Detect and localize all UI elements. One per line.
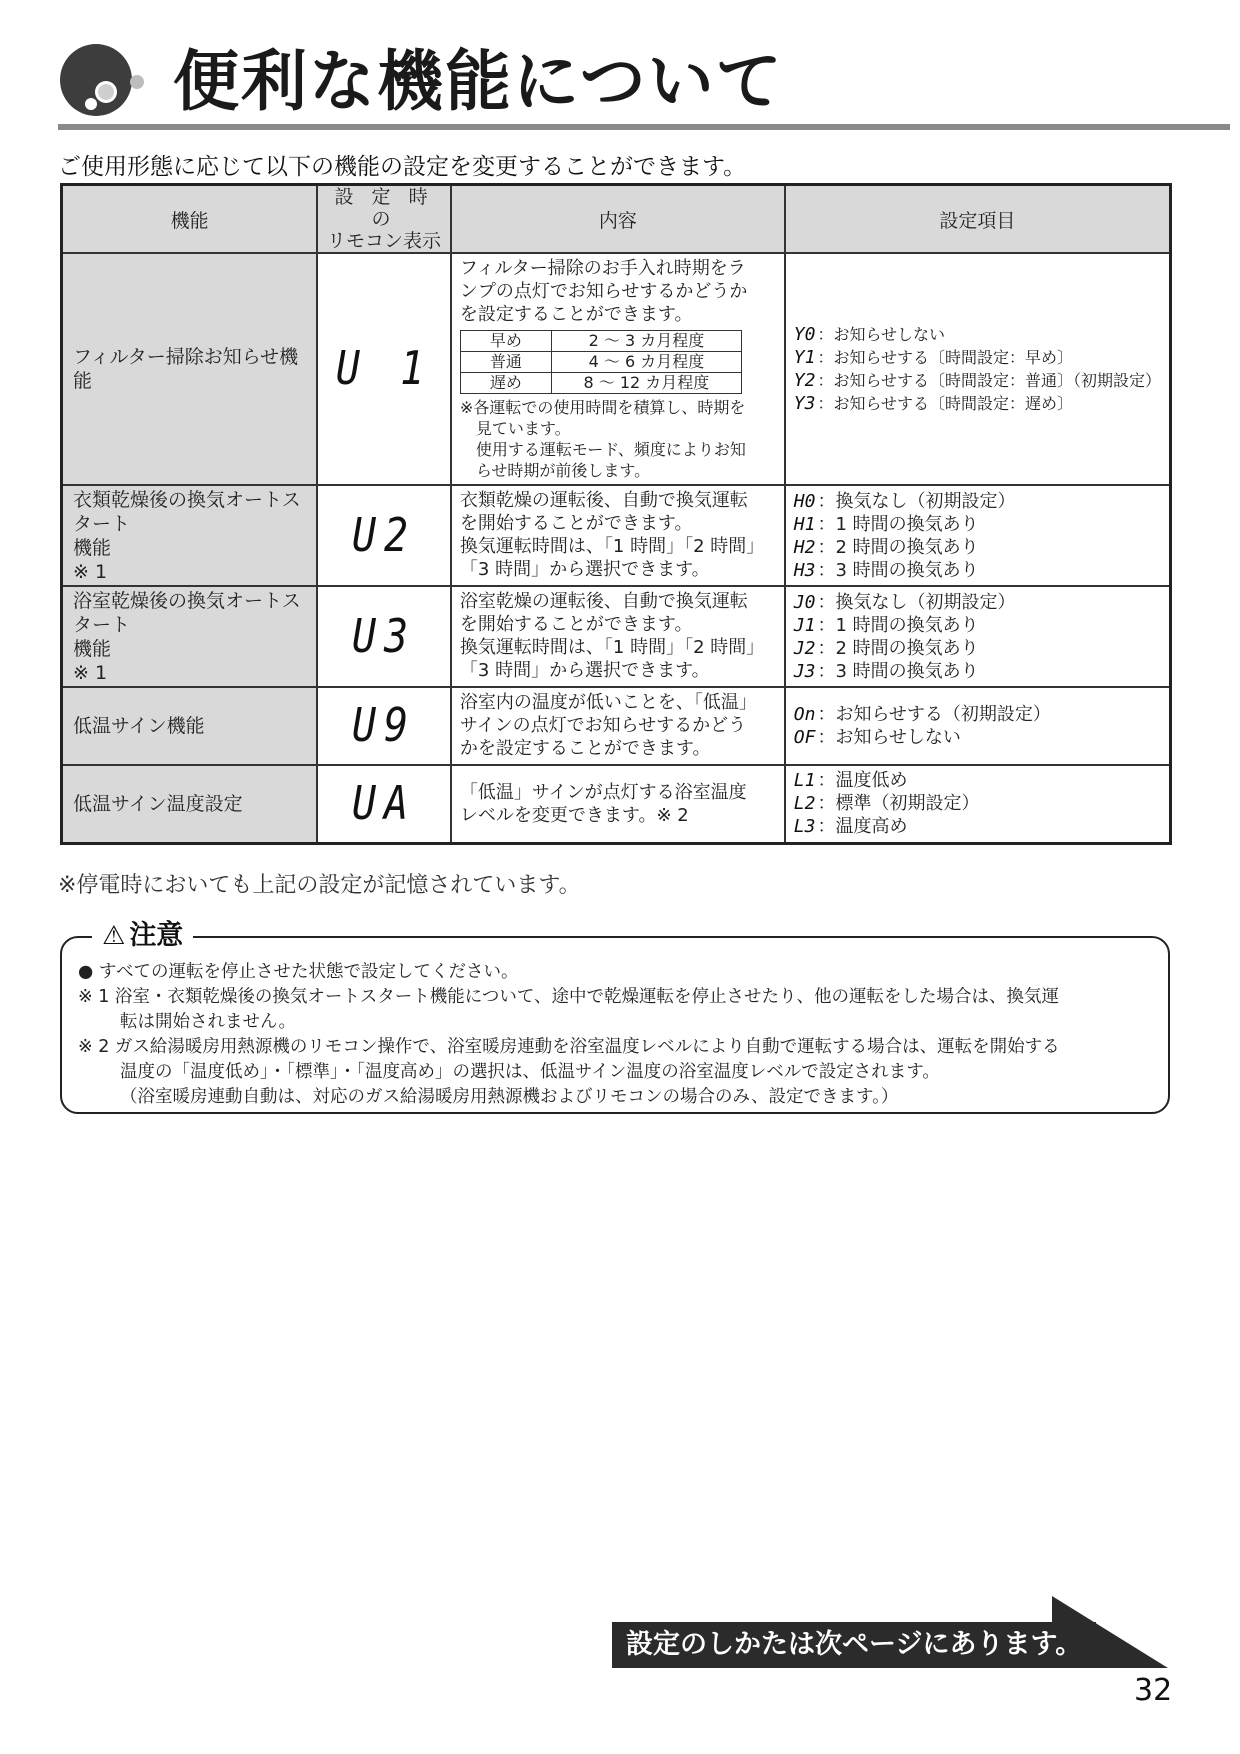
setting-code: H3 bbox=[793, 559, 816, 581]
func-label: 機能 bbox=[73, 536, 112, 559]
period-label: 早め bbox=[460, 331, 551, 352]
func-label: フィルター掃除お知らせ機能 bbox=[73, 346, 299, 392]
setting-code: H2 bbox=[793, 536, 816, 558]
func-label: ※ 1 bbox=[73, 560, 108, 583]
table-row bbox=[62, 586, 1171, 687]
setting-item bbox=[794, 769, 1161, 792]
setting-code: L1 bbox=[793, 770, 816, 792]
content-note: 使用する運転モード、頻度によりお知 bbox=[475, 440, 746, 459]
func-label: 低温サイン機能 bbox=[73, 715, 205, 737]
memory-footnote: ※停電時においても上記の設定が記憶されています。 bbox=[58, 873, 581, 898]
setting-item bbox=[794, 614, 1161, 637]
setting-code: Y1 bbox=[793, 347, 816, 368]
content-cell bbox=[451, 253, 785, 485]
func-cell bbox=[62, 586, 318, 687]
content-note: ※各運転での使用時間を積算し、時期を bbox=[459, 398, 746, 417]
func-cell bbox=[62, 253, 318, 485]
func-cell bbox=[62, 765, 318, 843]
content-line: 浴室内の温度が低いことを、「低温」 bbox=[459, 692, 757, 713]
func-label: 機能 bbox=[73, 637, 112, 660]
setting-item bbox=[794, 513, 1161, 536]
period-value: 4 ～ 6 カ月程度 bbox=[551, 352, 741, 373]
setting-item bbox=[794, 637, 1161, 660]
code-cell bbox=[317, 485, 451, 586]
setting-item bbox=[794, 591, 1161, 614]
content-line: レベルを変更できます。※ 2 bbox=[459, 804, 689, 826]
code-cell bbox=[317, 765, 451, 843]
setting-item bbox=[794, 559, 1161, 582]
content-line: 衣類乾燥の運転後、自動で換気運転 bbox=[459, 490, 748, 511]
setting-code: L2 bbox=[793, 793, 816, 815]
setting-item bbox=[794, 323, 1161, 346]
setting-item bbox=[794, 703, 1161, 726]
content-cell bbox=[451, 485, 785, 586]
remocon-code: U3 bbox=[351, 610, 417, 663]
remocon-code: U 1 bbox=[335, 342, 433, 396]
table-row bbox=[62, 253, 1171, 485]
function-settings-table bbox=[60, 183, 1172, 845]
content-line: 「3 時間」から選択できます。 bbox=[459, 660, 710, 681]
caution-line: ● すべての運転を停止させた状態で設定してください。 bbox=[78, 962, 519, 982]
intro-text: ご使用形態に応じて以下の機能の設定を変更することができます。 bbox=[58, 154, 747, 180]
period-label: 遅め bbox=[460, 373, 551, 394]
content-line: 「3 時間」から選択できます。 bbox=[459, 559, 710, 580]
func-label: 衣類乾燥後の換気オートスタート bbox=[73, 488, 301, 535]
header-func: 機能 bbox=[62, 185, 318, 254]
setting-item bbox=[794, 369, 1161, 392]
setting-code: Y0 bbox=[793, 324, 816, 345]
caution-line: 温度の「温度低め」・「標準」・「温度高め」の選択は、低温サイン温度の浴室温度レベルで設定されます。 bbox=[120, 1062, 940, 1082]
content-line: かを設定することができます。 bbox=[459, 738, 711, 759]
setting-cell bbox=[785, 253, 1171, 485]
setting-text: ：換気なし（初期設定） bbox=[817, 490, 1016, 512]
setting-code: J1 bbox=[793, 614, 816, 636]
content-cell bbox=[451, 765, 785, 843]
setting-text: ：標準（初期設定） bbox=[817, 793, 980, 815]
period-row bbox=[460, 331, 741, 352]
table-header-row bbox=[62, 185, 1171, 254]
content-line: 換気運転時間は、「1 時間」「2 時間」 bbox=[459, 536, 765, 557]
setting-text: ：お知らせする〔時間設定：普通〕（初期設定） bbox=[817, 371, 1161, 390]
period-label: 普通 bbox=[460, 352, 551, 373]
caution-line: ※ 2 ガス給湯暖房用熱源機のリモコン操作で、浴室暖房連動を浴室温度レベルにより自動で運転する場合は、運転を開始する bbox=[78, 1037, 1060, 1057]
setting-item bbox=[794, 815, 1161, 838]
setting-cell bbox=[785, 687, 1171, 765]
header-remocon-line1: 設 定 時 の bbox=[334, 186, 434, 230]
setting-code: L3 bbox=[793, 816, 816, 838]
remocon-code: UA bbox=[351, 777, 417, 831]
setting-code: H0 bbox=[793, 490, 816, 512]
next-page-banner: 設定のしかたは次ページにあります。 bbox=[612, 1622, 1096, 1668]
setting-item bbox=[794, 536, 1161, 559]
setting-text: ：温度低め bbox=[817, 770, 908, 792]
setting-text: ：お知らせする（初期設定） bbox=[817, 704, 1051, 725]
remocon-code: U2 bbox=[351, 509, 417, 562]
setting-text: ：2 時間の換気あり bbox=[817, 536, 979, 558]
setting-item bbox=[794, 490, 1161, 513]
content-line: を開始することができます。 bbox=[459, 614, 693, 635]
func-cell bbox=[62, 687, 318, 765]
setting-text: ：1 時間の換気あり bbox=[817, 614, 979, 636]
header-content: 内容 bbox=[451, 185, 785, 254]
setting-code: Y3 bbox=[793, 393, 816, 414]
content-line: サインの点灯でお知らせするかどう bbox=[459, 715, 747, 736]
period-row bbox=[460, 352, 741, 373]
setting-code: On bbox=[793, 704, 816, 725]
content-line: 浴室乾燥の運転後、自動で換気運転 bbox=[459, 591, 748, 612]
content-line: フィルター掃除のお手入れ時期をラ bbox=[459, 258, 746, 279]
setting-text: ：お知らせしない bbox=[817, 325, 945, 344]
setting-code: J2 bbox=[793, 637, 816, 659]
caution-line: （浴室暖房連動自動は、対応のガス給湯暖房用熱源機およびリモコンの場合のみ、設定できます。） bbox=[120, 1087, 899, 1107]
setting-code: H1 bbox=[793, 513, 816, 535]
caution-heading bbox=[92, 918, 193, 954]
caution-title: 注意 bbox=[129, 920, 184, 951]
page-number: 32 bbox=[1134, 1673, 1173, 1708]
period-table bbox=[460, 330, 742, 394]
setting-item bbox=[794, 792, 1161, 815]
content-line: を設定することができます。 bbox=[459, 304, 693, 325]
setting-text: ：お知らせしない bbox=[817, 727, 961, 748]
setting-text: ：2 時間の換気あり bbox=[817, 637, 979, 659]
func-cell bbox=[62, 485, 318, 586]
setting-text: ：3 時間の換気あり bbox=[817, 660, 979, 682]
setting-cell bbox=[785, 485, 1171, 586]
content-line: 「低温」サインが点灯する浴室温度 bbox=[459, 781, 747, 803]
code-cell bbox=[317, 586, 451, 687]
header-remocon-line2: リモコン表示 bbox=[327, 230, 442, 252]
caution-line: ※ 1 浴室・衣類乾燥後の換気オートスタート機能について、途中で乾燥運転を停止させたり、他の運転をした場合は、換気運 bbox=[78, 987, 1060, 1007]
section-bullet-icon bbox=[58, 40, 153, 120]
page-header bbox=[58, 38, 1230, 130]
setting-text: ：1 時間の換気あり bbox=[817, 513, 979, 535]
content-cell bbox=[451, 687, 785, 765]
setting-text: ：温度高め bbox=[817, 816, 908, 838]
code-cell bbox=[317, 687, 451, 765]
content-note: 見ています。 bbox=[475, 419, 571, 438]
code-cell bbox=[317, 253, 451, 485]
func-label: 低温サイン温度設定 bbox=[73, 792, 243, 815]
content-cell bbox=[451, 586, 785, 687]
header-remocon bbox=[317, 185, 451, 254]
header-setting: 設定項目 bbox=[785, 185, 1171, 254]
caution-body bbox=[78, 960, 1158, 1110]
setting-item bbox=[794, 660, 1161, 683]
table-row bbox=[62, 687, 1171, 765]
setting-cell bbox=[785, 586, 1171, 687]
page-title: 便利な機能について bbox=[173, 43, 784, 120]
table-row bbox=[62, 485, 1171, 586]
setting-code: J3 bbox=[793, 660, 816, 682]
content-line: を開始することができます。 bbox=[459, 513, 693, 534]
period-value: 8 ～ 12 カ月程度 bbox=[551, 373, 741, 394]
func-label: ※ 1 bbox=[73, 661, 108, 684]
setting-code: OF bbox=[793, 727, 816, 748]
setting-item bbox=[794, 726, 1161, 749]
setting-item bbox=[794, 392, 1161, 415]
content-note: らせ時期が前後します。 bbox=[475, 461, 651, 480]
setting-item bbox=[794, 346, 1161, 369]
table-row bbox=[62, 765, 1171, 843]
content-line: ンプの点灯でお知らせするかどうか bbox=[459, 281, 748, 302]
setting-code: J0 bbox=[793, 591, 816, 613]
setting-text: ：換気なし（初期設定） bbox=[817, 591, 1016, 613]
setting-text: ：お知らせする〔時間設定：遅め〕 bbox=[817, 394, 1073, 413]
setting-text: ：お知らせする〔時間設定：早め〕 bbox=[817, 348, 1073, 367]
content-line: 換気運転時間は、「1 時間」「2 時間」 bbox=[459, 637, 765, 658]
setting-text: ：3 時間の換気あり bbox=[817, 559, 979, 581]
period-value: 2 ～ 3 カ月程度 bbox=[551, 331, 741, 352]
remocon-code: U9 bbox=[351, 699, 417, 753]
func-label: 浴室乾燥後の換気オートスタート bbox=[73, 589, 301, 636]
setting-cell bbox=[785, 765, 1171, 843]
caution-box bbox=[60, 920, 1170, 1114]
warning-triangle-icon: ⚠ bbox=[102, 921, 126, 951]
caution-line: 転は開始されません。 bbox=[120, 1012, 297, 1032]
header-rule bbox=[58, 124, 1230, 130]
setting-code: Y2 bbox=[793, 370, 816, 391]
period-row bbox=[460, 373, 741, 394]
